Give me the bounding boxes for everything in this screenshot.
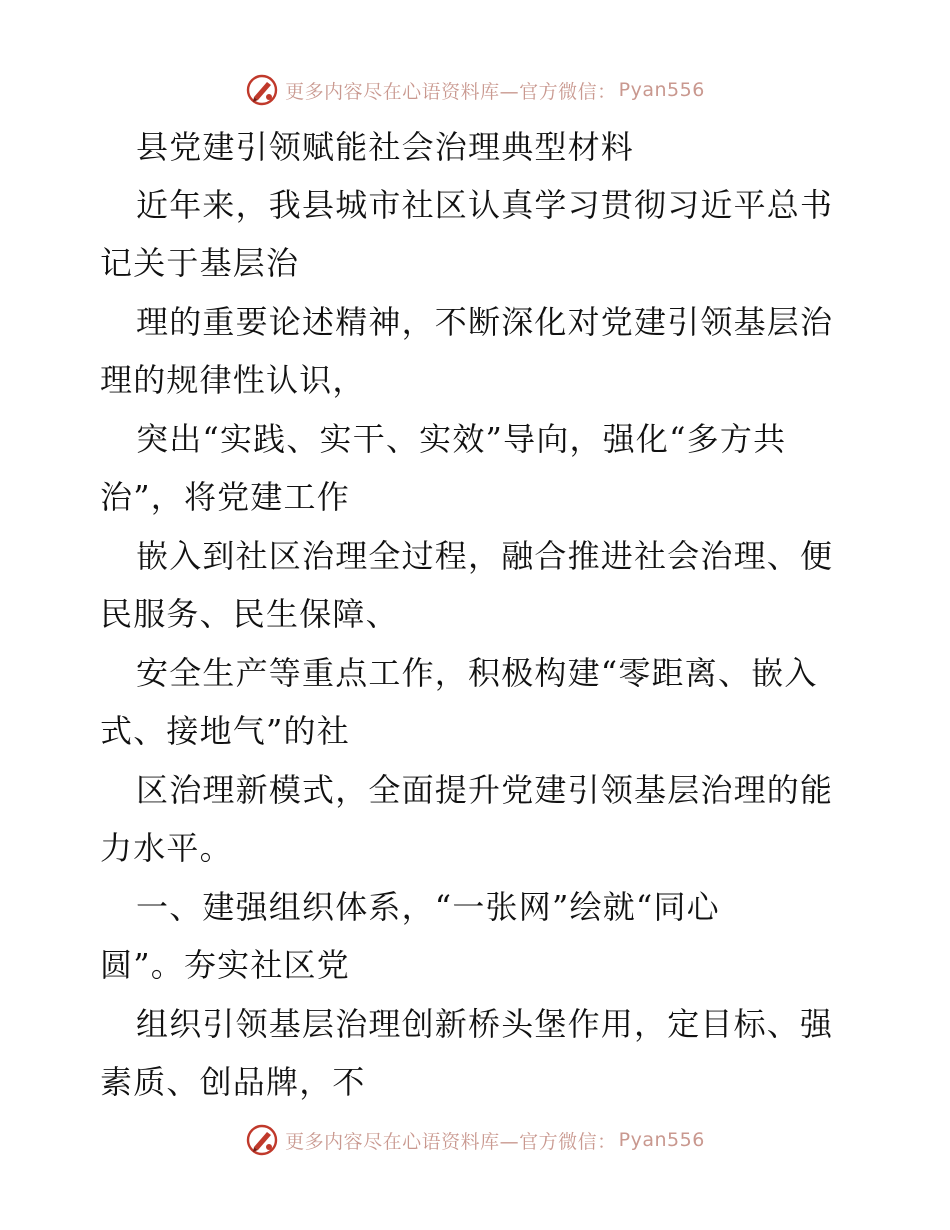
paragraph-line: 嵌入到社区治理全过程，融合推进社会治理、便 [136,537,834,575]
paragraph-line: 素质、创品牌，不 [100,1063,366,1101]
watermark-wechat-id: Pyan556 [618,1129,705,1151]
document-title: 县党建引领赋能社会治理典型材料 [136,128,635,166]
paragraph-line: 近年来，我县城市社区认真学习贯彻习近平总书 [136,186,834,224]
paragraph-line: 治”，将党建工作 [100,478,350,516]
watermark-wechat-id: Pyan556 [618,79,705,101]
paragraph-line: 组织引领基层治理创新桥头堡作用，定目标、强 [136,1005,834,1043]
watermark-text: 更多内容尽在心语资料库—官方微信： [285,1130,617,1153]
paragraph-line: 民服务、民生保障、 [100,595,399,633]
paragraph-line: 式、接地气”的社 [100,712,350,750]
section-heading-line: 一、建强组织体系，“一张网”绘就“同心 [136,888,720,926]
paragraph-line: 安全生产等重点工作，积极构建“零距离、嵌入 [136,654,818,692]
paragraph-line: 理的重要论述精神，不断深化对党建引领基层治 [136,303,834,341]
paragraph-line: 区治理新模式，全面提升党建引领基层治理的能 [136,771,834,809]
paragraph-line: 理的规律性认识， [100,361,366,399]
watermark-text: 更多内容尽在心语资料库—官方微信： [285,80,617,103]
paragraph-line: 力水平。 [100,829,233,867]
paragraph-line: 圆”。夯实社区党 [100,946,350,984]
paragraph-line: 突出“实践、实干、实效”导向，强化“多方共 [136,420,787,458]
pen-seal-logo-icon [245,1123,279,1157]
pen-seal-logo-icon [245,73,279,107]
paragraph-line: 记关于基层治 [100,244,300,282]
header-watermark [0,72,950,108]
footer-watermark [0,1122,950,1158]
